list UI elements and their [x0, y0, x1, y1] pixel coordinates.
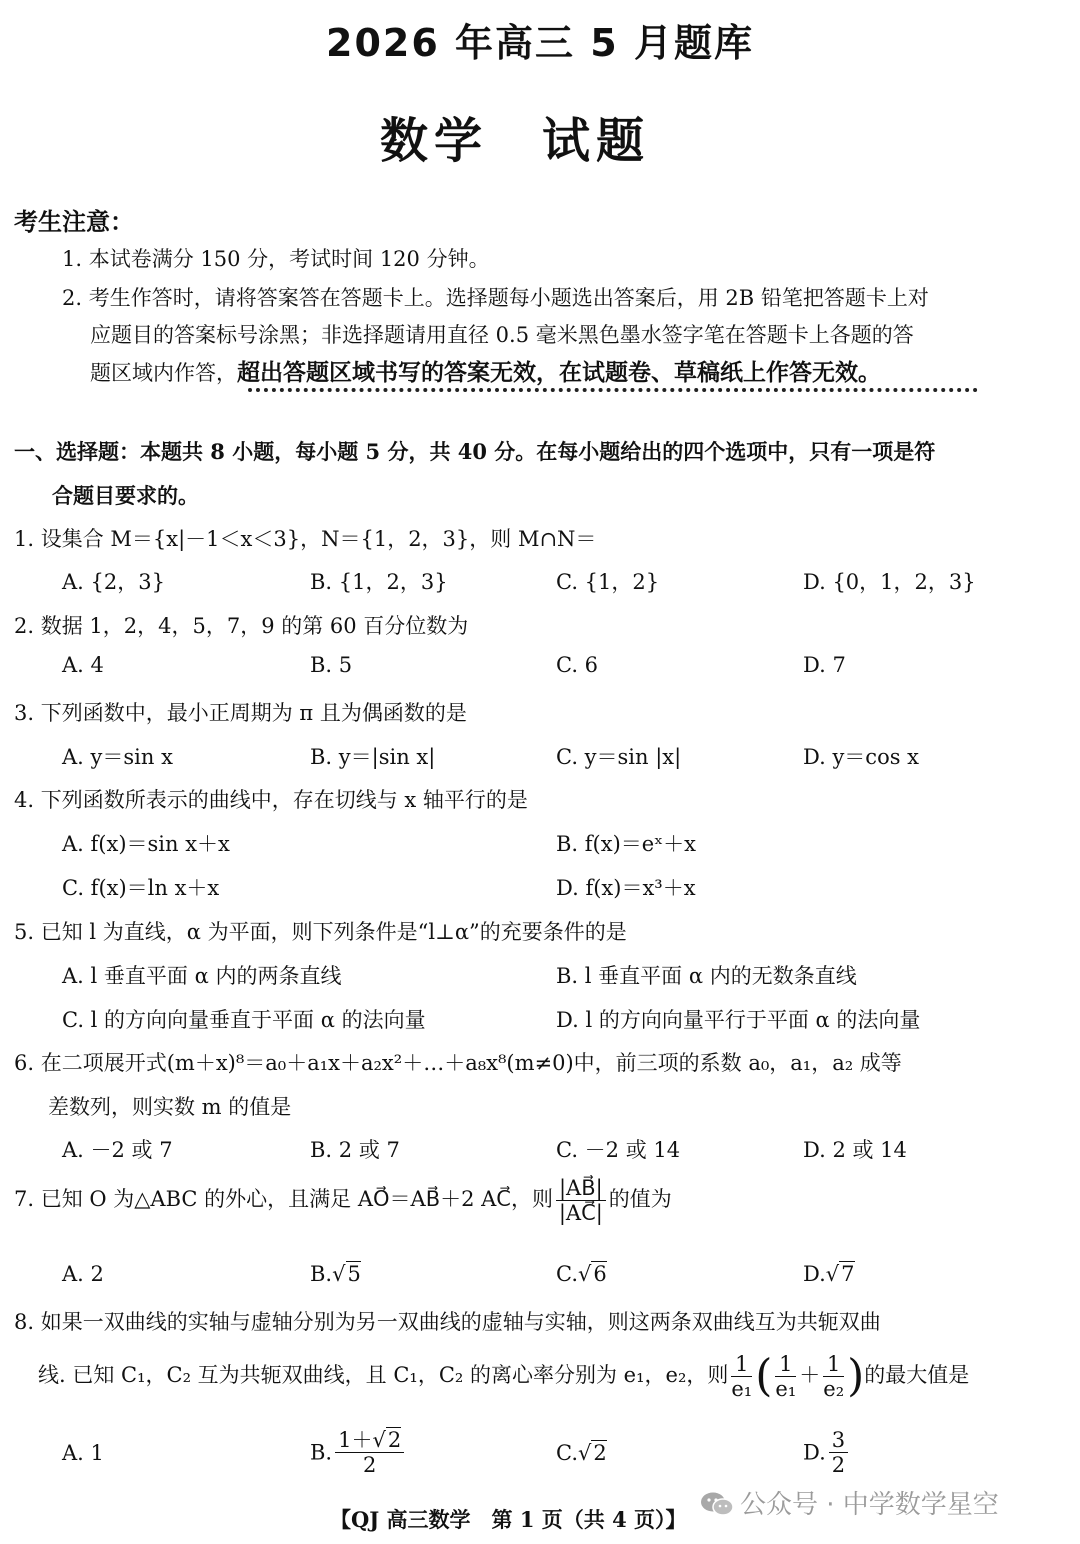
- question-8-stem-end: 的最大值是: [864, 1363, 970, 1387]
- question-8-left-paren: (: [755, 1350, 773, 1402]
- question-8-fraction-3-numerator: 1: [823, 1352, 844, 1377]
- question-1-option-b: B. {1，2，3}: [310, 570, 448, 594]
- question-8-fraction-1: [731, 1352, 752, 1401]
- question-6-stem-line-2: 差数列，则实数 m 的值是: [48, 1095, 292, 1119]
- question-6-option-b: B. 2 或 7: [310, 1138, 400, 1162]
- question-1-option-d: D. {0，1，2，3}: [803, 570, 976, 594]
- question-7-option-d-radicand: 7: [841, 1262, 855, 1286]
- question-8-option-b-denominator: 2: [362, 1453, 377, 1477]
- question-7-stem: [14, 1176, 672, 1225]
- question-2-stem: 2. 数据 1，2，4，5，7，9 的第 60 百分位数为: [14, 614, 469, 638]
- question-6-option-d: D. 2 或 14: [803, 1138, 907, 1162]
- question-5-option-a: A. l 垂直平面 α 内的两条直线: [62, 964, 342, 988]
- question-8-fraction-2-numerator: 1: [775, 1352, 796, 1377]
- question-8-fraction-1-numerator: 1: [731, 1352, 752, 1377]
- question-6-stem-line-1: 6. 在二项展开式(m＋x)⁸＝a₀＋a₁x＋a₂x²＋…＋a₈x⁸(m≠0)中，前三项的系数 a₀，a₁，a₂ 成等: [14, 1051, 902, 1075]
- question-7-option-a: A. 2: [62, 1262, 104, 1286]
- emphasis-dots: [248, 388, 978, 392]
- question-8-option-b-numerator-text: 1＋: [338, 1428, 373, 1452]
- question-8-option-b-radicand: 2: [387, 1428, 402, 1452]
- watermark-text: 公众号 · 中学数学星空: [740, 1490, 999, 1520]
- section-heading-line-2: 合题目要求的。: [52, 483, 199, 508]
- question-8-option-d-fraction: [829, 1428, 848, 1477]
- question-5-option-c: C. l 的方向向量垂直于平面 α 的法向量: [62, 1008, 426, 1032]
- subject-title: 数学 试题: [379, 113, 650, 169]
- question-7-fraction-denominator: |AC⃗|: [558, 1201, 603, 1225]
- question-8-option-d-numerator: 3: [829, 1428, 848, 1453]
- question-7-option-c-radicand: 6: [593, 1262, 607, 1286]
- exam-title: 2026 年高三 5 月题库: [326, 21, 754, 65]
- question-7-stem-end: 的值为: [608, 1187, 672, 1211]
- question-8-option-c-radicand: 2: [593, 1441, 607, 1465]
- question-8-option-b-numerator: 1＋√2: [335, 1428, 404, 1453]
- question-8-fraction-2: [775, 1352, 796, 1401]
- question-7-option-c: C.√6: [556, 1262, 607, 1286]
- notice-heading: 考生注意：: [14, 207, 134, 236]
- question-8-stem-line-2: [38, 1352, 969, 1401]
- question-8-stem-text: 线. 已知 C₁，C₂ 互为共轭双曲线，且 C₁，C₂ 的离心率分别为 e₁，e₂，则: [38, 1363, 729, 1387]
- question-8-plus: ＋: [799, 1363, 821, 1387]
- question-3-option-a: A. y＝sin x: [62, 745, 173, 769]
- question-8-option-b: [310, 1428, 407, 1477]
- section-heading-line-1: 一、选择题：本题共 8 小题，每小题 5 分，共 40 分。在每小题给出的四个选项中，只有一项是符: [14, 439, 936, 464]
- question-8-option-c: C.√2: [556, 1441, 607, 1465]
- question-8-option-b-label: B.: [310, 1440, 333, 1465]
- question-8-fraction-2-denominator: e₁: [775, 1377, 797, 1401]
- question-8-fraction-3-denominator: e₂: [823, 1377, 845, 1401]
- question-8-option-d: [803, 1428, 851, 1477]
- question-8-option-d-label: D.: [803, 1440, 826, 1465]
- question-4-option-d: D. f(x)＝x³＋x: [556, 876, 696, 900]
- question-7-option-d-label: D.: [803, 1262, 826, 1286]
- question-8-option-b-fraction: [335, 1428, 404, 1477]
- question-6-option-c: C. －2 或 14: [556, 1138, 681, 1162]
- question-7-option-b: B.√5: [310, 1262, 361, 1286]
- question-1-stem: 1. 设集合 M＝{x|－1＜x＜3}，N＝{1，2，3}，则 M∩N＝: [14, 527, 597, 551]
- page-footer: 【QJ 高三数学 第 1 页（共 4 页）】: [330, 1507, 687, 1532]
- question-7-fraction: [556, 1176, 606, 1225]
- question-3-option-c: C. y＝sin |x|: [556, 745, 682, 769]
- question-4-option-c: C. f(x)＝ln x＋x: [62, 876, 220, 900]
- question-8-option-a: A. 1: [62, 1441, 104, 1465]
- question-2-option-b: B. 5: [310, 653, 353, 677]
- question-5-option-b: B. l 垂直平面 α 内的无数条直线: [556, 964, 857, 988]
- question-7-option-b-radicand: 5: [347, 1262, 361, 1286]
- question-7-fraction-numerator: |AB⃗|: [556, 1176, 606, 1201]
- question-1-option-c: C. {1，2}: [556, 570, 660, 594]
- question-7-option-c-label: C.: [556, 1262, 578, 1286]
- question-3-option-b: B. y＝|sin x|: [310, 745, 436, 769]
- wechat-watermark: [700, 1484, 999, 1521]
- question-3-stem: 3. 下列函数中，最小正周期为 π 且为偶函数的是: [14, 701, 467, 725]
- question-3-option-d: D. y＝cos x: [803, 745, 920, 769]
- notice-item-2-line-3: [90, 359, 881, 387]
- question-5-stem: 5. 已知 l 为直线，α 为平面，则下列条件是“l⊥α”的充要条件的是: [14, 920, 627, 944]
- question-7-stem-text: 7. 已知 O 为△ABC 的外心，且满足 AO⃗＝AB⃗＋2 AC⃗，则: [14, 1187, 553, 1211]
- question-4-option-b: B. f(x)＝eˣ＋x: [556, 832, 696, 856]
- notice-item-1: 1. 本试卷满分 150 分，考试时间 120 分钟。: [62, 247, 490, 271]
- question-8-fraction-3: [823, 1352, 844, 1401]
- question-2-option-a: A. 4: [62, 653, 104, 677]
- question-4-option-a: A. f(x)＝sin x＋x: [62, 832, 230, 856]
- question-8-fraction-1-denominator: e₁: [731, 1377, 753, 1401]
- question-2-option-d: D. 7: [803, 653, 846, 677]
- question-7-option-d: D.√7: [803, 1262, 855, 1286]
- question-5-option-d: D. l 的方向向量平行于平面 α 的法向量: [556, 1008, 921, 1032]
- question-8-option-c-label: C.: [556, 1441, 578, 1465]
- question-8-right-paren: ): [847, 1350, 865, 1402]
- notice-item-2-line-1: 2. 考生作答时，请将答案答在答题卡上。选择题每小题选出答案后，用 2B 铅笔把答题卡上对: [62, 286, 929, 310]
- question-2-option-c: C. 6: [556, 653, 599, 677]
- question-7-option-b-label: B.: [310, 1262, 333, 1286]
- question-4-stem: 4. 下列函数所表示的曲线中，存在切线与 x 轴平行的是: [14, 788, 528, 812]
- question-8-option-d-denominator: 2: [831, 1453, 846, 1477]
- question-8-stem-line-1: 8. 如果一双曲线的实轴与虚轴分别为另一双曲线的虚轴与实轴，则这两条双曲线互为共轭双曲: [14, 1310, 881, 1334]
- question-1-option-a: A. {2，3}: [62, 570, 165, 594]
- question-6-option-a: A. －2 或 7: [62, 1138, 173, 1162]
- notice-item-2-line-2: 应题目的答案标号涂黑；非选择题请用直径 0.5 毫米黑色墨水签字笔在答题卡上各题的答: [90, 323, 914, 347]
- wechat-icon: [700, 1491, 734, 1517]
- notice-item-2-line-3-text: 题区域内作答，: [90, 361, 237, 385]
- notice-emphasis: 超出答题区域书写的答案无效，在试题卷、草稿纸上作答无效。: [237, 360, 881, 386]
